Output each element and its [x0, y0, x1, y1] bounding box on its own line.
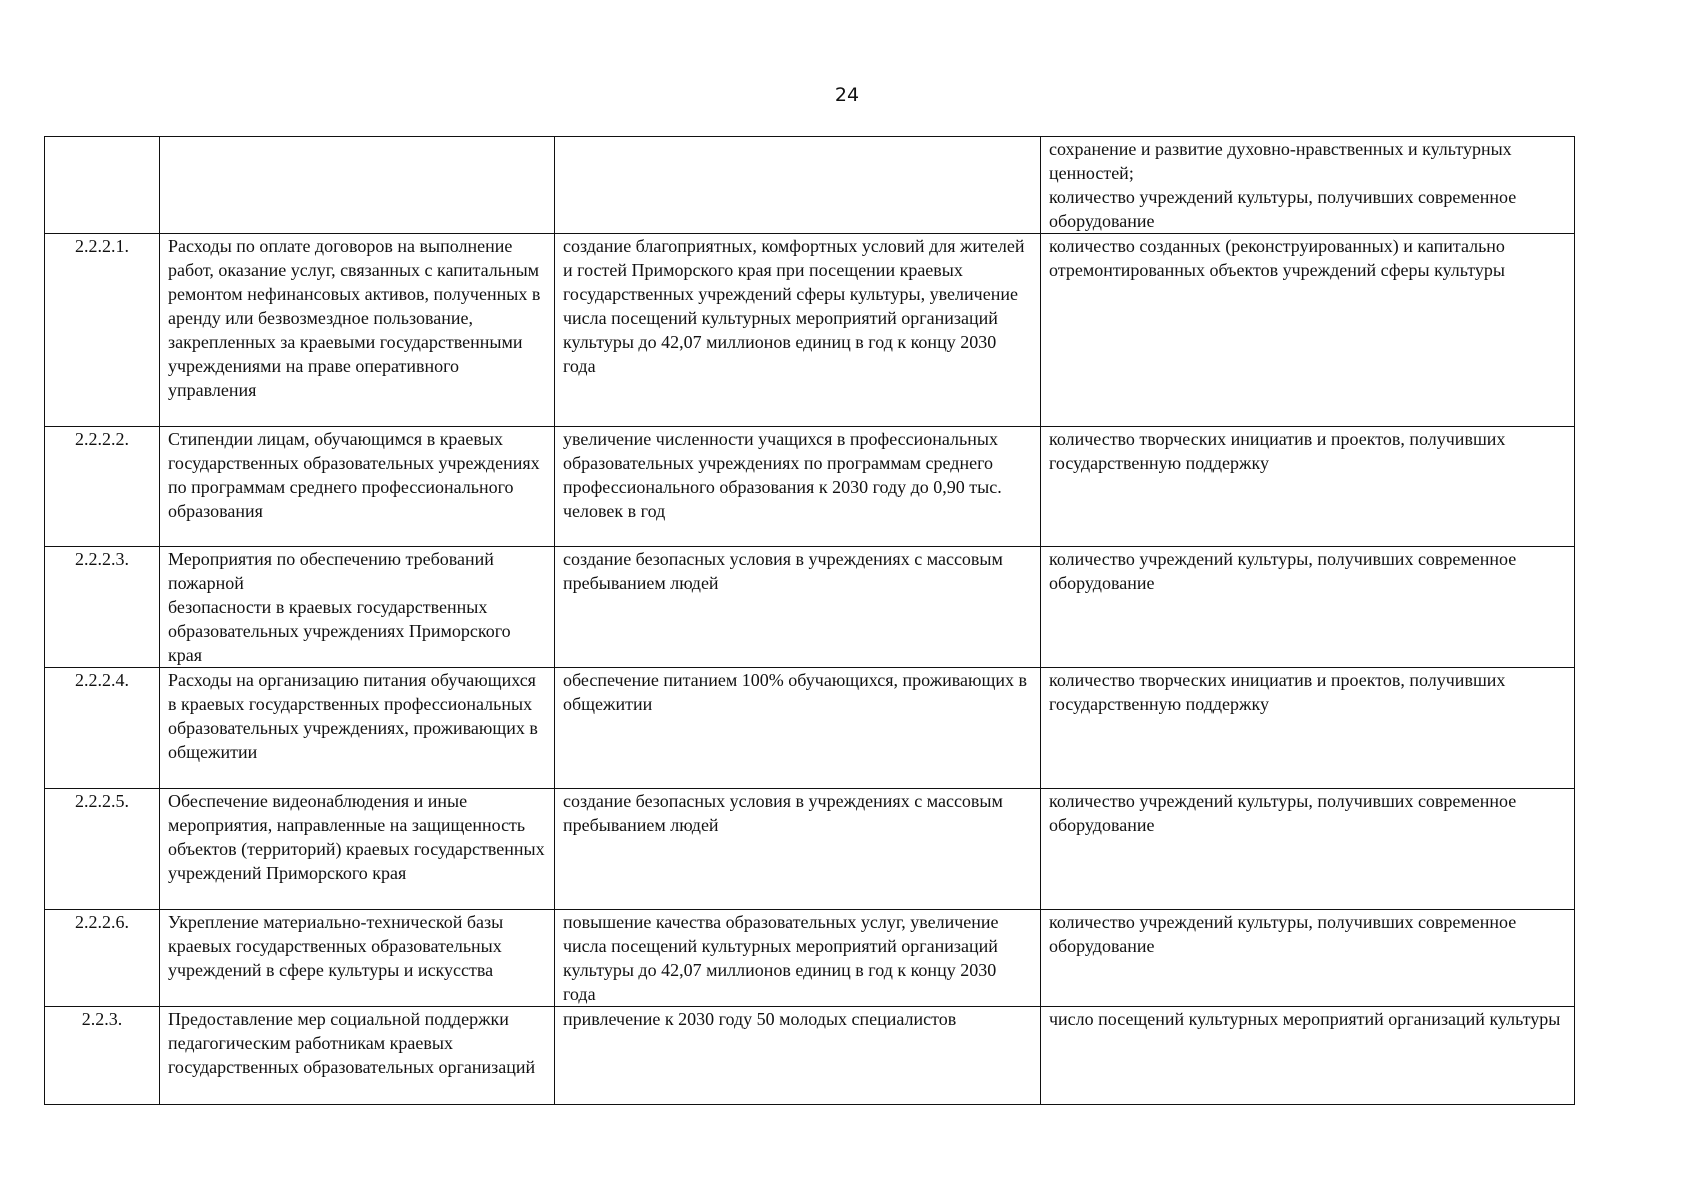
- expected-result-cell: создание благоприятных, комфортных условий для жителей и гостей Приморского края при посещении краевых государственных учреждений сферы культуры, увеличение числа посещений культурных мероприятий организаций культуры до 42,07 миллионов единиц в год к концу 2030 года: [555, 234, 1041, 427]
- activity-name-cell: [160, 137, 555, 234]
- expected-result-cell: обеспечение питанием 100% обучающихся, проживающих в общежитии: [555, 668, 1041, 789]
- indicator-cell: количество творческих инициатив и проектов, получивших государственную поддержку: [1041, 427, 1575, 547]
- expected-result-cell: [555, 137, 1041, 234]
- row-number-cell: 2.2.3.: [45, 1007, 160, 1105]
- table-row: [45, 427, 1575, 547]
- row-number-cell: 2.2.2.5.: [45, 789, 160, 910]
- expected-result-cell: увеличение численности учащихся в профессиональных образовательных учреждениях по программам среднего профессионального образования к 2030 году до 0,90 тыс. человек в год: [555, 427, 1041, 547]
- table-row: [45, 547, 1575, 668]
- row-number-cell: 2.2.2.2.: [45, 427, 160, 547]
- activity-name-line: безопасности в краевых государственных образовательных учреждениях Приморского края: [168, 597, 511, 665]
- indicator-line: количество учреждений культуры, получивших современное оборудование: [1049, 187, 1517, 231]
- row-number-cell: [45, 137, 160, 234]
- activity-name-cell: Обеспечение видеонаблюдения и иные мероприятия, направленные на защищенность объектов (территорий) краевых государственных учреждений Приморского края: [160, 789, 555, 910]
- row-number-cell: 2.2.2.6.: [45, 910, 160, 1007]
- indicator-cell: количество созданных (реконструированных) и капитально отремонтированных объектов учреждений сферы культуры: [1041, 234, 1575, 427]
- table-row: [45, 910, 1575, 1007]
- indicator-cell: [1041, 137, 1575, 234]
- row-number-cell: 2.2.2.3.: [45, 547, 160, 668]
- activity-name-cell: Расходы на организацию питания обучающихся в краевых государственных профессиональных образовательных учреждениях, проживающих в общежитии: [160, 668, 555, 789]
- activity-name-cell: Расходы по оплате договоров на выполнение работ, оказание услуг, связанных с капитальным ремонтом нефинансовых активов, полученных в аренду или безвозмездное пользование, закрепленных за краевыми государственными учреждениями на праве оперативного управления: [160, 234, 555, 427]
- row-number-cell: 2.2.2.1.: [45, 234, 160, 427]
- expected-result-cell: повышение качества образовательных услуг, увеличение числа посещений культурных мероприятий организаций культуры до 42,07 миллионов единиц в год к концу 2030 года: [555, 910, 1041, 1007]
- activity-name-cell: Стипендии лицам, обучающимся в краевых государственных образовательных учреждениях по программам среднего профессионального образования: [160, 427, 555, 547]
- table-row: [45, 1007, 1575, 1105]
- page-number: 24: [834, 84, 860, 106]
- indicator-cell: количество учреждений культуры, получивших современное оборудование: [1041, 910, 1575, 1007]
- table-row: [45, 234, 1575, 427]
- indicator-line: сохранение и развитие духовно-нравственных и культурных ценностей;: [1049, 139, 1512, 183]
- expected-result-cell: создание безопасных условия в учреждениях с массовым пребыванием людей: [555, 547, 1041, 668]
- expected-result-cell: привлечение к 2030 году 50 молодых специалистов: [555, 1007, 1041, 1105]
- table-row: [45, 668, 1575, 789]
- indicator-cell: число посещений культурных мероприятий организаций культуры: [1041, 1007, 1575, 1105]
- indicator-cell: количество учреждений культуры, получивших современное оборудование: [1041, 547, 1575, 668]
- row-number-cell: 2.2.2.4.: [45, 668, 160, 789]
- expected-result-cell: создание безопасных условия в учреждениях с массовым пребыванием людей: [555, 789, 1041, 910]
- activity-name-line: Мероприятия по обеспечению требований пожарной: [168, 549, 494, 593]
- indicator-cell: количество учреждений культуры, получивших современное оборудование: [1041, 789, 1575, 910]
- activity-name-cell: Предоставление мер социальной поддержки педагогическим работникам краевых государственных образовательных организаций: [160, 1007, 555, 1105]
- activity-name-cell: [160, 547, 555, 668]
- program-activities-table: [44, 136, 1575, 1105]
- table-row: [45, 789, 1575, 910]
- indicator-cell: количество творческих инициатив и проектов, получивших государственную поддержку: [1041, 668, 1575, 789]
- activity-name-cell: Укрепление материально-технической базы краевых государственных образовательных учреждений в сфере культуры и искусства: [160, 910, 555, 1007]
- table-row: [45, 137, 1575, 234]
